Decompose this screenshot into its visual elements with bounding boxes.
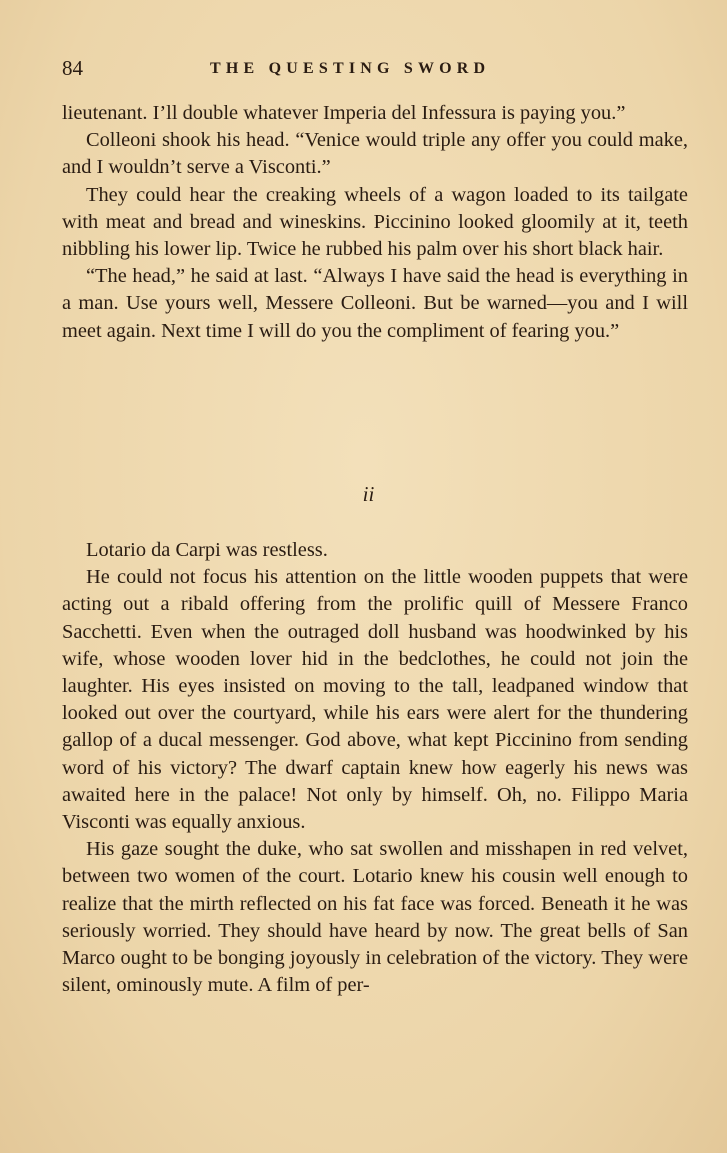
section-number: ii xyxy=(362,482,375,506)
paragraph: They could hear the creaking wheels of a wagon loaded to its tailgate with meat and bread and wineskins. Piccinino looked gloomily at it, teeth nibbling his lower lip. Twice he rubbed his palm over his short black hair. xyxy=(62,183,688,261)
paragraph: lieutenant. I’ll double whatever Imperia del Infessura is paying you.” xyxy=(62,102,626,124)
text-block-section-2 xyxy=(62,537,688,999)
paragraph: Lotario da Carpi was restless. xyxy=(86,539,328,561)
running-head xyxy=(62,56,687,86)
paragraph: His gaze sought the duke, who sat swollen and misshapen in red velvet, between two women of the court. Lotario knew his cousin well enough to realize that the mirth reflected on his fat face was forced. Beneath it he was seriously worried. They should have heard by now. The great bells of San Marco ought to be bonging joyously in celebration of the victory. They were silent, ominously mute. A film of per- xyxy=(62,838,688,997)
page-number: 84 xyxy=(62,56,83,80)
book-title: THE QUESTING SWORD xyxy=(210,60,491,77)
paragraph: “The head,” he said at last. “Always I have said the head is everything in a man. Use yours well, Messere Colleoni. But be warned—you and I will meet again. Next time I will do you the compliment of fearing you.” xyxy=(62,265,688,342)
paragraph: Colleoni shook his head. “Venice would triple any offer you could make, and I wouldn’t serve a Visconti.” xyxy=(62,129,688,179)
text-block-section-1 xyxy=(62,100,688,345)
paragraph: He could not focus his attention on the little wooden puppets that were acting out a ribald offering from the prolific quill of Messere Franco Sacchetti. Even when the outraged doll husband was hoodwinked by his wife, whose wooden lover hid in the bedclothes, he could not join the laughter. His eyes insisted on moving to the tall, leadpaned window that looked out over the courtyard, while his ears were alert for the thundering gallop of a ducal messenger. God above, what kept Piccinino from sending word of his victory? The dwarf captain knew how eagerly his news was awaited here in the palace! Not only by himself. Oh, no. Filippo Maria Visconti was equally anxious. xyxy=(62,566,688,834)
